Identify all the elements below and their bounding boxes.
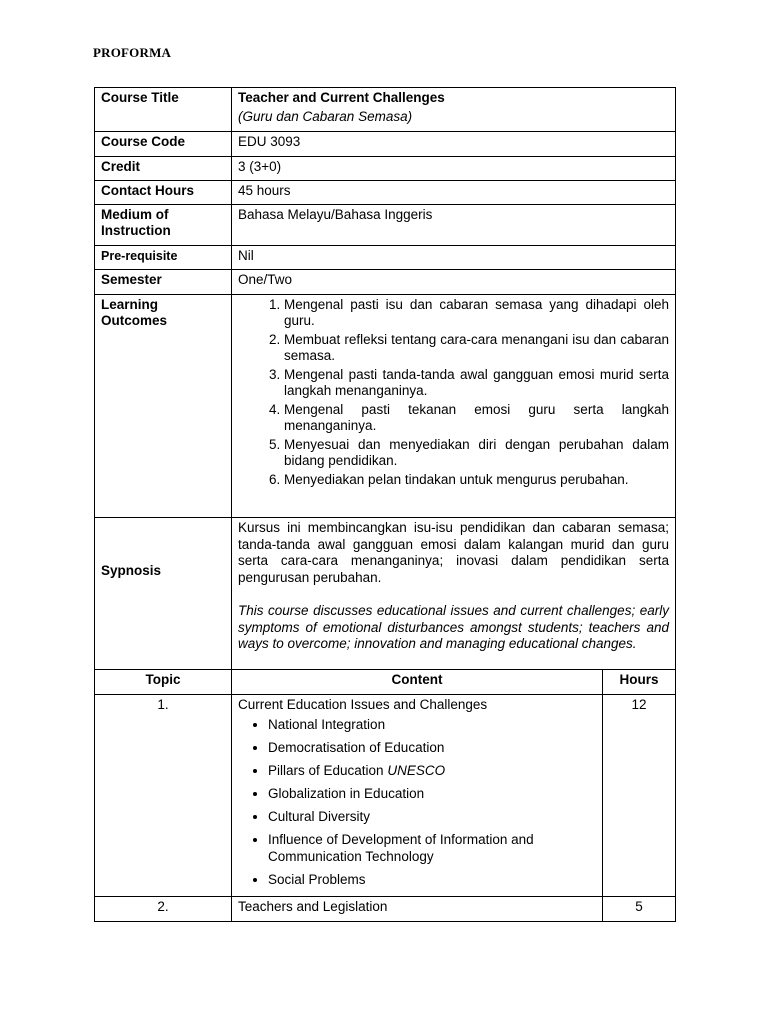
topic-bullet: • Influence of Development of Information and Communication Technology	[268, 831, 596, 865]
topic-title: Teachers and Legislation	[232, 897, 603, 922]
row-course-title	[95, 88, 676, 132]
topic-bullet-list	[238, 716, 596, 888]
row-contact-hours	[95, 181, 676, 205]
course-code-value: EDU 3093	[232, 132, 676, 157]
topic-title: Current Education Issues and Challenges	[238, 697, 488, 712]
topic-row	[95, 695, 676, 897]
contact-hours-value: 45 hours	[232, 181, 676, 205]
hours-column-header: Hours	[603, 670, 676, 695]
topic-row	[95, 897, 676, 922]
course-title-value	[232, 88, 676, 132]
outcome-item: 5. Menyesuai dan menyediakan diri dengan perubahan dalam bidang pendidikan.	[284, 437, 669, 469]
course-title-label: Course Title	[95, 88, 232, 132]
topic-bullet: • National Integration	[268, 716, 596, 733]
outcome-item: 2. Membuat refleksi tentang cara-cara menangani isu dan cabaran semasa.	[284, 332, 669, 364]
row-credit	[95, 157, 676, 181]
synopsis-malay: Kursus ini membincangkan isu-isu pendidikan dan cabaran semasa; tanda-tanda awal gangguan emosi dalam kalangan murid dan guru serta cara-cara menanganinya; inovasi dalam pendidikan serta pengurusan perubahan.	[238, 520, 669, 585]
credit-label: Credit	[95, 157, 232, 181]
outcome-item: 6. Menyediakan pelan tindakan untuk mengurus perubahan.	[284, 472, 669, 488]
topic-hours: 5	[603, 897, 676, 922]
credit-value: 3 (3+0)	[232, 157, 676, 181]
learning-outcomes-label-line2: Outcomes	[101, 313, 168, 328]
prerequisite-label: Pre-requisite	[95, 246, 232, 270]
topic-bullet	[268, 762, 596, 779]
row-medium	[95, 205, 676, 246]
topic-column-header: Topic	[95, 670, 232, 695]
row-prerequisite	[95, 246, 676, 270]
medium-value: Bahasa Melayu/Bahasa Inggeris	[232, 205, 676, 246]
learning-outcomes-label	[95, 295, 232, 518]
course-title-text: Teacher and Current Challenges	[238, 90, 445, 105]
semester-label: Semester	[95, 270, 232, 295]
topic-bullet-text: Pillars of Education	[268, 763, 384, 778]
outcome-item: 4. Mengenal pasti tekanan emosi guru serta langkah menanganinya.	[284, 402, 669, 434]
outcome-item: 3. Mengenal pasti tanda-tanda awal gangguan emosi murid serta langkah menanganinya.	[284, 367, 669, 399]
topic-bullet: • Cultural Diversity	[268, 808, 596, 825]
learning-outcomes-list	[238, 297, 669, 488]
synopsis-english: This course discusses educational issues and current challenges; early symptoms of emotional disturbances amongst students; teachers and ways to overcome; innovation and managing educational changes.	[238, 603, 669, 651]
medium-label	[95, 205, 232, 246]
topic-content	[232, 695, 603, 897]
content-column-header: Content	[232, 670, 603, 695]
prerequisite-value: Nil	[232, 246, 676, 270]
unesco-text: UNESCO	[387, 763, 446, 778]
course-title-malay: (Guru dan Cabaran Semasa)	[238, 109, 413, 124]
synopsis-label: Sypnosis	[95, 518, 232, 670]
topic-bullet: • Globalization in Education	[268, 785, 596, 802]
topic-bullet: • Social Problems	[268, 871, 596, 888]
topics-header-row	[95, 670, 676, 695]
row-learning-outcomes	[95, 295, 676, 518]
semester-value: One/Two	[232, 270, 676, 295]
topic-number: 1.	[95, 695, 232, 897]
outcome-item: 1. Mengenal pasti isu dan cabaran semasa yang dihadapi oleh guru.	[284, 297, 669, 329]
topic-hours: 12	[603, 695, 676, 897]
synopsis-value	[232, 518, 676, 670]
contact-hours-label: Contact Hours	[95, 181, 232, 205]
row-course-code	[95, 132, 676, 157]
learning-outcomes-label-line1: Learning	[101, 297, 159, 312]
course-code-label: Course Code	[95, 132, 232, 157]
medium-label-line2: Instruction	[101, 223, 171, 238]
topic-bullet: • Democratisation of Education	[268, 739, 596, 756]
medium-label-line1: Medium of	[101, 207, 169, 222]
topic-number: 2.	[95, 897, 232, 922]
row-semester	[95, 270, 676, 295]
learning-outcomes-value	[232, 295, 676, 518]
page-heading: PROFORMA	[93, 45, 172, 60]
row-synopsis	[95, 518, 676, 670]
proforma-table	[94, 87, 676, 922]
